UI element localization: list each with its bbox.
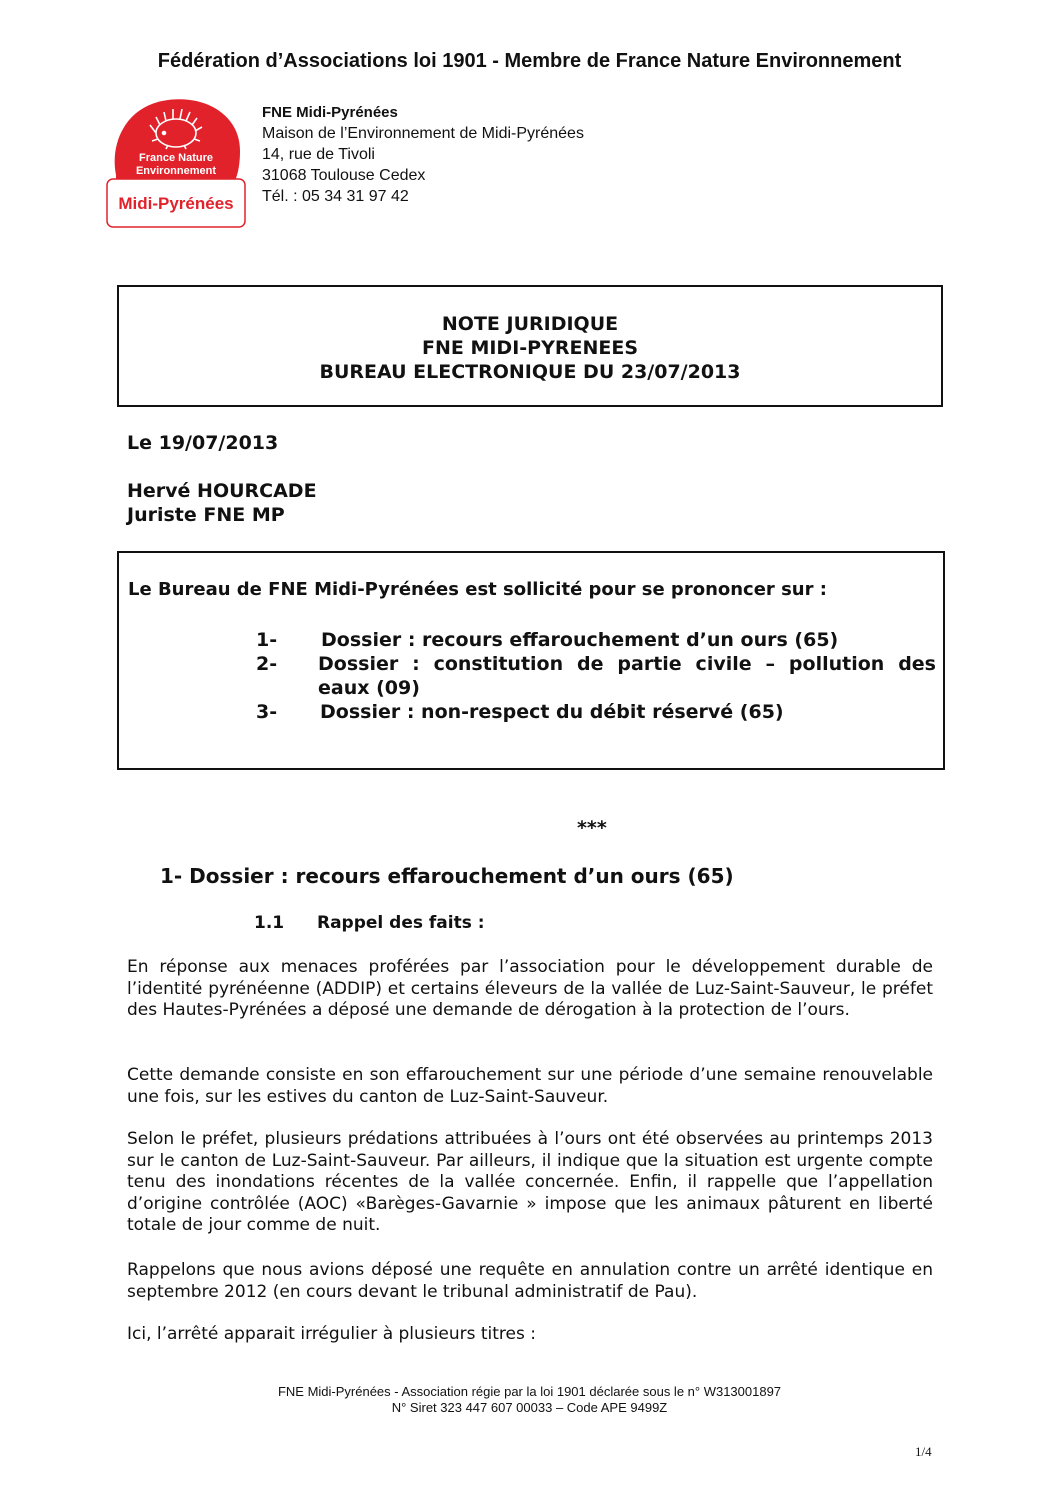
item-number: 1- <box>256 629 278 651</box>
author-name: Hervé HOURCADE <box>127 480 317 502</box>
title-line-1: NOTE JURIDIQUE <box>441 313 619 335</box>
federation-heading: Fédération d’Associations loi 1901 - Membre de France Nature Environnement <box>157 50 902 72</box>
author-role: Juriste FNE MP <box>127 504 285 526</box>
page-number: 1/4 <box>915 1444 932 1459</box>
subsection-title: Rappel des faits : <box>317 913 485 933</box>
title-line-3: BUREAU ELECTRONIQUE DU 23/07/2013 <box>319 361 741 383</box>
address-line: 14, rue de Tivoli <box>262 146 375 163</box>
paragraph: Cette demande consiste en son effarouchement sur une période d’une semaine renouvelable une fois, sur les estives du canton de Luz-Saint-Sauveur. <box>127 1065 933 1107</box>
section-1-title: 1- Dossier : recours effarouchement d’un ours (65) <box>160 864 734 888</box>
address-line: Tél. : 05 34 31 97 42 <box>262 188 409 205</box>
note-date: Le 19/07/2013 <box>127 432 279 454</box>
footer-line-1: FNE Midi-Pyrénées - Association régie par la loi 1901 déclarée sous le n° W313001897 <box>277 1384 782 1399</box>
footer-line-2: N° Siret 323 447 607 00033 – Code APE 9499Z <box>391 1400 668 1415</box>
bureau-box <box>117 551 945 770</box>
section-separator: *** <box>577 817 607 839</box>
address-org: FNE Midi-Pyrénées <box>262 104 398 121</box>
item-text: Dossier : non-respect du débit réservé (65) <box>320 701 784 723</box>
subsection-1-1 <box>254 913 485 933</box>
paragraph: Selon le préfet, plusieurs prédations attribuées à l’ours ont été observées au printemps 2013 sur le canton de Luz-Saint-Sauveur. Par ailleurs, il indique que la situation est urgente compte tenu des inondations récentes de la vallée concernée. Enfin, il rappelle que l’appellation d’origine contrôlée (AOC) «Barèges-Gavarnie » impose que les animaux pâturent en liberté totale de jour comme de nuit. <box>127 1129 933 1235</box>
title-line-2: FNE MIDI-PYRENEES <box>421 337 638 359</box>
address-block <box>262 102 584 207</box>
address-line: 31068 Toulouse Cedex <box>262 167 426 184</box>
subsection-number: 1.1 <box>254 913 285 933</box>
item-number: 3- <box>256 701 278 723</box>
bureau-intro: Le Bureau de FNE Midi-Pyrénées est sollicité pour se prononcer sur : <box>128 579 827 600</box>
item-text: Dossier : recours effarouchement d’un ours (65) <box>321 629 839 651</box>
logo-text-line2: Environnement <box>135 165 217 177</box>
title-box <box>117 285 943 407</box>
footer <box>0 1384 1059 1416</box>
item-text-cont: eaux (09) <box>318 677 420 699</box>
address-line: Maison de l’Environnement de Midi-Pyrénées <box>262 125 584 142</box>
item-text: Dossier : constitution de partie civile – pollution des <box>318 653 936 675</box>
item-number: 2- <box>256 653 278 675</box>
logo-region-text: Midi-Pyrénées <box>118 194 234 213</box>
logo-text-line1: France Nature <box>139 152 213 164</box>
paragraph: Ici, l’arrêté apparait irrégulier à plusieurs titres : <box>127 1324 536 1344</box>
fne-logo <box>106 97 246 229</box>
paragraph: En réponse aux menaces proférées par l’association pour le développement durable de l’identité pyrénéenne (ADDIP) et certains éleveurs de la vallée de Luz-Saint-Sauveur, le préfet des Hautes-Pyrénées a déposé une demande de dérogation à la protection de l’ours. <box>127 957 933 1020</box>
meta-block <box>127 431 317 527</box>
paragraph: Rappelons que nous avions déposé une requête en annulation contre un arrêté identique en septembre 2012 (en cours devant le tribunal administratif de Pau). <box>127 1260 933 1302</box>
